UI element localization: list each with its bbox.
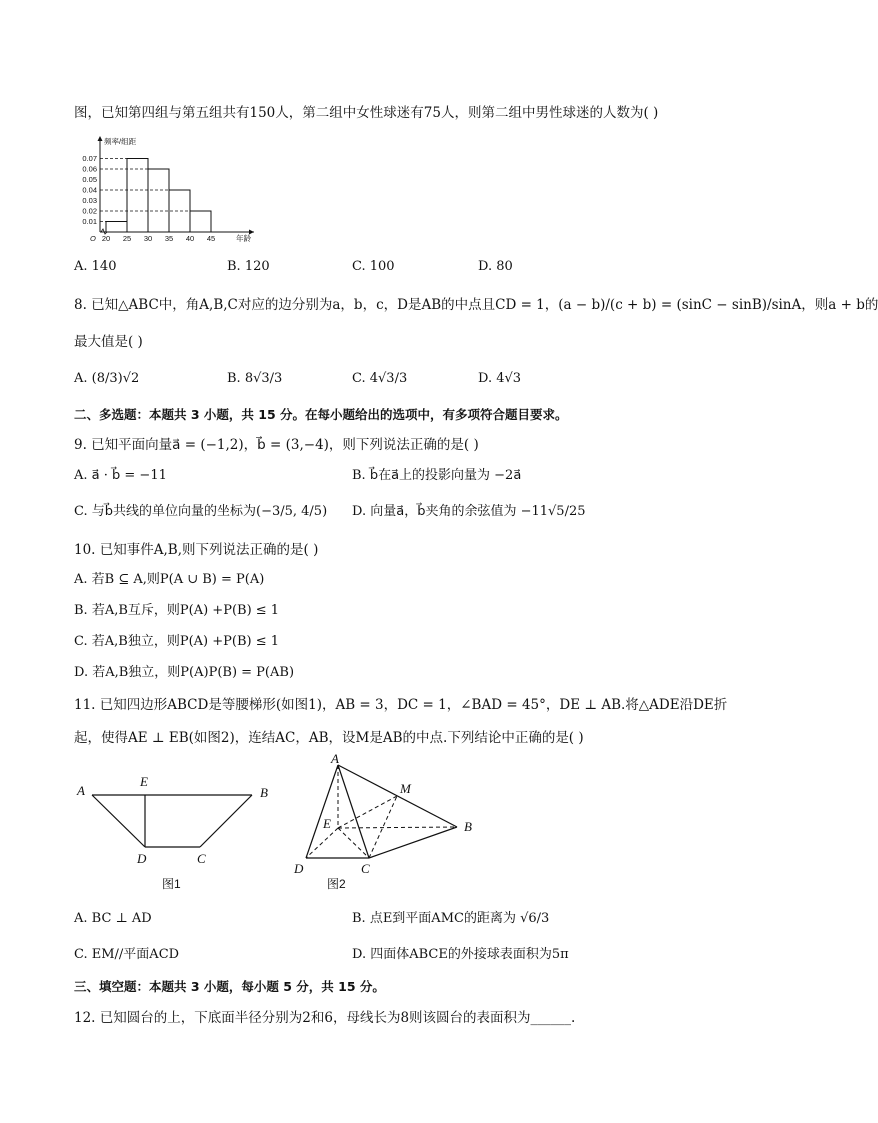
origin-label: O xyxy=(90,234,96,243)
q7-stem: 图，已知第四组与第五组共有150人，第二组中女性球迷有75人，则第二组中男性球迷的人数为( ) xyxy=(74,105,659,121)
q11-stem-line2: 起，使得AE ⊥ EB(如图2)，连结AC，AB，设M是AB的中点.下列结论中正确的是( ) xyxy=(74,730,584,746)
fig2-label-e: E xyxy=(323,816,331,831)
q11-option-b: B. 点E到平面AMC的距离为 √6/3 xyxy=(352,911,550,926)
fig2-label-d: D xyxy=(294,861,304,876)
x-tick-label: 35 xyxy=(164,234,174,243)
fig2-label-m: M xyxy=(400,781,411,796)
q9-option-b: B. b⃗在a⃗上的投影向量为 −2a⃗ xyxy=(352,468,522,483)
y-axis-title: 频率/组距 xyxy=(104,137,137,146)
q11-option-d: D. 四面体ABCE的外接球表面积为5π xyxy=(352,947,569,962)
q9-option-c: C. 与b⃗共线的单位向量的坐标为(−3/5, 4/5) xyxy=(74,504,328,519)
section-3-heading: 三、填空题：本题共 3 小题，每小题 5 分，共 15 分。 xyxy=(74,979,385,994)
q7-option-c: C. 100 xyxy=(352,259,395,274)
histogram-bar xyxy=(127,159,148,233)
fig1-label-c: C xyxy=(197,851,206,866)
q10-option-c: C. 若A,B独立，则P(A) +P(B) ≤ 1 xyxy=(74,634,279,649)
q8-stem-line1: 8. 已知△ABC中，角A,B,C对应的边分别为a，b，c，D是AB的中点且CD = 1，(a − b)/(c + b) = (sinC − sinB)/sinA，则a + b的 xyxy=(74,297,878,313)
x-tick-label: 45 xyxy=(206,234,216,243)
q10-option-a: A. 若B ⊆ A,则P(A ∪ B) = P(A) xyxy=(74,572,265,587)
q7-option-a: A. 140 xyxy=(74,259,117,274)
q11-option-c: C. EM//平面ACD xyxy=(74,947,180,962)
figure-1-trapezoid xyxy=(70,770,280,896)
q8-option-a: A. (8/3)√2 xyxy=(74,371,140,386)
q8-option-d: D. 4√3 xyxy=(478,371,522,386)
q8-option-c: C. 4√3/3 xyxy=(352,371,408,386)
histogram-bar xyxy=(148,169,169,232)
y-tick-label: 0.04 xyxy=(82,185,97,195)
q9-option-a: A. a⃗ · b⃗ = −11 xyxy=(74,468,167,483)
fig1-caption: 图1 xyxy=(162,877,181,891)
histogram-bar xyxy=(106,222,127,233)
y-tick-label: 0.05 xyxy=(82,175,97,184)
x-tick-label: 20 xyxy=(101,234,111,243)
fig2-label-a: A xyxy=(331,751,339,766)
y-axis-arrow xyxy=(98,136,103,141)
fig1-label-e: E xyxy=(140,774,148,789)
histogram-bar xyxy=(190,211,211,232)
x-tick-label: 30 xyxy=(143,234,153,243)
q11-option-a: A. BC ⊥ AD xyxy=(74,911,152,926)
q7-option-d: D. 80 xyxy=(478,259,513,274)
q8-option-b: B. 8√3/3 xyxy=(227,371,283,386)
q8-stem-line2: 最大值是( ) xyxy=(74,334,143,350)
section-2-heading: 二、多选题：本题共 3 小题，共 15 分。在每小题给出的选项中，有多项符合题目要求。 xyxy=(74,407,568,422)
fig2-label-c: C xyxy=(361,861,370,876)
histogram-chart xyxy=(68,134,258,246)
y-tick-label: 0.03 xyxy=(82,196,97,205)
q11-stem-line1: 11. 已知四边形ABCD是等腰梯形(如图1)，AB = 3，DC = 1，∠BAD = 45°，DE ⊥ AB.将△ADE沿DE折 xyxy=(74,697,728,713)
fig1-label-d: D xyxy=(137,851,147,866)
q10-stem: 10. 已知事件A,B,则下列说法正确的是( ) xyxy=(74,542,319,558)
fig2-caption: 图2 xyxy=(327,877,346,891)
x-tick-label: 40 xyxy=(185,234,195,243)
q7-option-b: B. 120 xyxy=(227,259,270,274)
q10-option-d: D. 若A,B独立，则P(A)P(B) = P(AB) xyxy=(74,665,295,680)
y-tick-label: 0.01 xyxy=(82,217,97,226)
q9-stem: 9. 已知平面向量a⃗ = (−1,2)，b⃗ = (3,−4)，则下列说法正确的是( ) xyxy=(74,437,479,453)
fig1-label-b: B xyxy=(260,785,268,800)
x-tick-label: 25 xyxy=(122,234,132,243)
figure-2-tetrahedron xyxy=(285,750,485,896)
q10-option-b: B. 若A,B互斥，则P(A) +P(B) ≤ 1 xyxy=(74,603,280,618)
x-axis-title: 年龄 xyxy=(236,234,251,243)
q9-option-d: D. 向量a⃗，b⃗夹角的余弦值为 −11√5/25 xyxy=(352,504,586,519)
y-tick-label: 0.07 xyxy=(82,154,97,163)
y-tick-label: 0.02 xyxy=(82,206,97,216)
fig2-label-b: B xyxy=(464,819,472,834)
q12-stem: 12. 已知圆台的上，下底面半径分别为2和6，母线长为8则该圆台的表面积为______. xyxy=(74,1010,576,1026)
fig1-label-a: A xyxy=(77,783,85,798)
y-tick-label: 0.06 xyxy=(82,164,97,174)
